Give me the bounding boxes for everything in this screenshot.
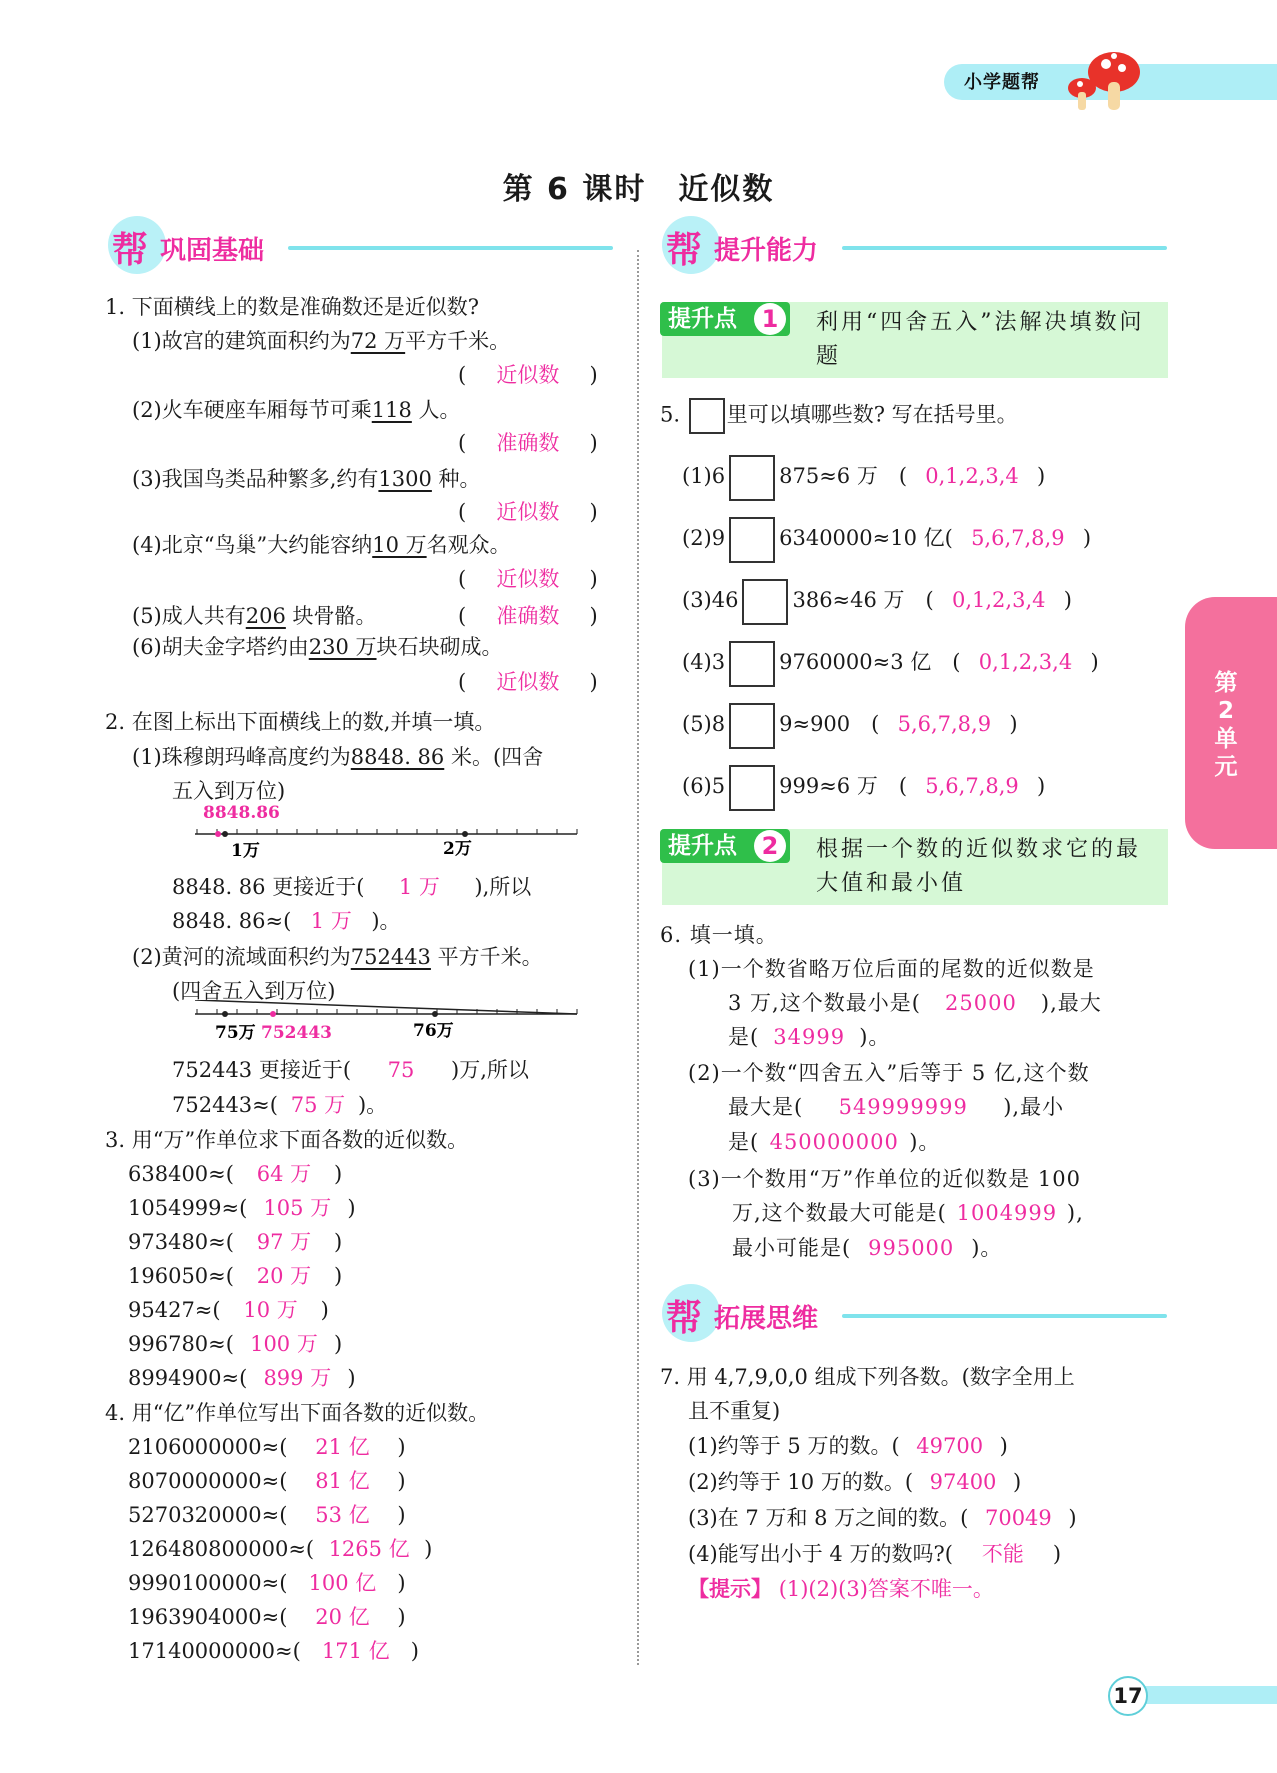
q7-stem: 7. 用 4,7,9,0,0 组成下列各数。(数字全用上 (660, 1365, 1075, 1389)
q1-item: (1)故宫的建筑面积约为72 万平方千米。 (132, 329, 511, 353)
q6-line: (1)一个数省略万位后面的尾数的近似数是 (688, 957, 1095, 981)
q7-stem: 且不重复) (688, 1399, 781, 1423)
blank-box-icon (729, 455, 775, 501)
column-divider (637, 250, 639, 1665)
q6-line: (3)一个数用“万”作单位的近似数是 100 (688, 1167, 1081, 1191)
q5-item: (3)46 386≈46 万 ( 0,1,2,3,4 ) (682, 576, 1072, 625)
mark-label-2: 752443 (261, 1023, 332, 1043)
q3-item: 638400≈( 64 万 ) (128, 1162, 343, 1186)
major-tick-75 (222, 1011, 228, 1017)
blank-box-icon (729, 517, 775, 563)
q5-item: (5)8 9≈900 ( 5,6,7,8,9 ) (682, 700, 1018, 749)
q3-item: 95427≈( 10 万 ) (128, 1298, 329, 1322)
blank-box-icon (729, 641, 775, 687)
point-number: 1 (754, 303, 786, 335)
point-tag: 提升点 (660, 302, 790, 336)
bang-label: 帮 (666, 1298, 703, 1339)
q2-p2-s1: 752443 更接近于( 75 )万,所以 (172, 1058, 529, 1082)
q7-hint: 【提示】 (1)(2)(3)答案不唯一。 (688, 1577, 994, 1601)
q2-p1-line2: 五入到万位) (172, 779, 286, 803)
q1-answer: ( 准确数 ) (458, 431, 598, 455)
q1-answer: ( 近似数 ) (458, 670, 598, 694)
q4-item: 9990100000≈( 100 亿 ) (128, 1571, 406, 1595)
section-expand-label: 拓展思维 (714, 1304, 819, 1334)
mark-point-1 (215, 831, 221, 837)
tick-label-2: 2万 (443, 839, 472, 859)
q4-item: 5270320000≈( 53 亿 ) (128, 1503, 406, 1527)
q5-item: (4)3 9760000≈3 亿 ( 0,1,2,3,4 ) (682, 638, 1099, 687)
brand-label: 小学题帮 (964, 72, 1040, 93)
q1-stem: 1. 下面横线上的数是准确数还是近似数? (105, 295, 479, 319)
point-tag: 提升点 (660, 829, 790, 863)
q5-stem: 5. 里可以填哪些数? 写在括号里。 (660, 398, 1018, 434)
q1-answer: ( 近似数 ) (458, 567, 598, 591)
tick-label-75: 75万 (215, 1023, 256, 1043)
major-tick-1 (222, 831, 228, 837)
mushroom-icon (1062, 46, 1152, 116)
q7-item: (2)约等于 10 万的数。( 97400 ) (688, 1470, 1022, 1494)
number-line-2 (195, 1000, 595, 1050)
page-title: 第 6 课时 近似数 (502, 172, 775, 207)
point-1-banner (662, 302, 1168, 378)
q3-item: 1054999≈( 105 万 ) (128, 1196, 356, 1220)
page-bar (1130, 1686, 1277, 1704)
q1-answer: ( 近似数 ) (458, 500, 598, 524)
mark-point-2 (270, 1011, 276, 1017)
tick-label-76: 76万 (413, 1021, 454, 1041)
q3-item: 973480≈( 97 万 ) (128, 1230, 343, 1254)
major-tick-2 (462, 831, 468, 837)
q6-line: 是( 450000000 )。 (728, 1130, 941, 1154)
q7-item: (3)在 7 万和 8 万之间的数。( 70049 ) (688, 1506, 1077, 1530)
q5-item: (6)5 999≈6 万 ( 5,6,7,8,9 ) (682, 762, 1045, 811)
point-number: 2 (754, 830, 786, 862)
tick-label-1: 1万 (231, 841, 260, 860)
q6-line: 最大是( 549999999 ),最小 (728, 1095, 1065, 1119)
q2-p2-line1: (2)黄河的流域面积约为752443 平方千米。 (132, 945, 543, 969)
q2-p1-s1: 8848. 86 更接近于( 1 万 ),所以 (172, 875, 532, 899)
q3-item: 196050≈( 20 万 ) (128, 1264, 343, 1288)
q1-item: (6)胡夫金字塔约由230 万块石块砌成。 (132, 635, 503, 659)
point-desc: 根据一个数的近似数求它的最大值和最小值 (816, 837, 1142, 896)
major-tick-76 (432, 1011, 438, 1017)
unit-label: 第2单元 (1214, 670, 1238, 780)
section-expand (662, 1284, 1167, 1344)
bang-label: 帮 (112, 230, 149, 271)
q4-item: 8070000000≈( 81 亿 ) (128, 1469, 406, 1493)
q5-item: (1)6 875≈6 万 ( 0,1,2,3,4 ) (682, 452, 1045, 501)
q1-item: (5)成人共有206 块骨骼。 (132, 604, 377, 628)
q2-p1-line1: (1)珠穆朗玛峰高度约为8848. 86 米。(四舍 (132, 745, 544, 769)
mark-label-1: 8848.86 (203, 803, 280, 823)
q1-item: (2)火车硬座车厢每节可乘118 人。 (132, 398, 461, 422)
q6-stem: 6. 填一填。 (660, 923, 778, 947)
q4-item: 17140000000≈( 171 亿 ) (128, 1639, 419, 1663)
q6-line: 最小可能是( 995000 )。 (732, 1236, 1003, 1260)
section-basic (108, 216, 613, 276)
section-basic-label: 巩固基础 (160, 236, 265, 266)
point-desc: 利用“四舍五入”法解决填数问题 (816, 310, 1145, 369)
blank-box-icon (729, 765, 775, 811)
blank-box-icon (689, 398, 725, 434)
q6-line: (2)一个数“四舍五入”后等于 5 亿,这个数 (688, 1061, 1090, 1085)
q4-item: 1963904000≈( 20 亿 ) (128, 1605, 406, 1629)
number-line-1 (195, 800, 595, 860)
q3-item: 8994900≈( 899 万 ) (128, 1366, 356, 1390)
q4-stem: 4. 用“亿”作单位写出下面各数的近似数。 (105, 1401, 490, 1425)
q3-stem: 3. 用“万”作单位求下面各数的近似数。 (105, 1128, 469, 1152)
q7-item: (4)能写出小于 4 万的数吗?( 不能 ) (688, 1542, 1062, 1566)
page-number: 17 (1108, 1676, 1148, 1716)
q4-item: 2106000000≈( 21 亿 ) (128, 1435, 406, 1459)
q2-p2-line2: (四舍五入到万位) (172, 979, 336, 1003)
point-2-banner (662, 829, 1168, 905)
q7-item: (1)约等于 5 万的数。( 49700 ) (688, 1434, 1008, 1458)
section-improve (662, 216, 1167, 276)
bang-label: 帮 (666, 230, 703, 271)
unit-side-tab (1185, 597, 1277, 849)
q1-item: (3)我国鸟类品种繁多,约有1300 种。 (132, 467, 481, 491)
q1-item: (4)北京“鸟巢”大约能容纳10 万名观众。 (132, 533, 511, 557)
q6-line: 是( 34999 )。 (728, 1025, 891, 1049)
q5-item: (2)9 6340000≈10 亿( 5,6,7,8,9 ) (682, 514, 1091, 563)
q2-p2-s2: 752443≈( 75 万 )。 (172, 1093, 388, 1117)
q3-item: 996780≈( 100 万 ) (128, 1332, 343, 1356)
q1-answer: ( 近似数 ) (458, 363, 598, 387)
q6-line: 万,这个数最大可能是( 1004999 ), (732, 1201, 1084, 1225)
blank-box-icon (729, 703, 775, 749)
q1-answer: ( 准确数 ) (458, 604, 598, 628)
q2-p1-s2: 8848. 86≈( 1 万 )。 (172, 909, 401, 933)
q4-item: 126480800000≈( 1265 亿 ) (128, 1537, 433, 1561)
blank-box-icon (742, 579, 788, 625)
q6-line: 3 万,这个数最小是( 25000 ),最大 (728, 991, 1102, 1015)
q2-stem: 2. 在图上标出下面横线上的数,并填一填。 (105, 710, 496, 734)
section-improve-label: 提升能力 (714, 236, 819, 266)
